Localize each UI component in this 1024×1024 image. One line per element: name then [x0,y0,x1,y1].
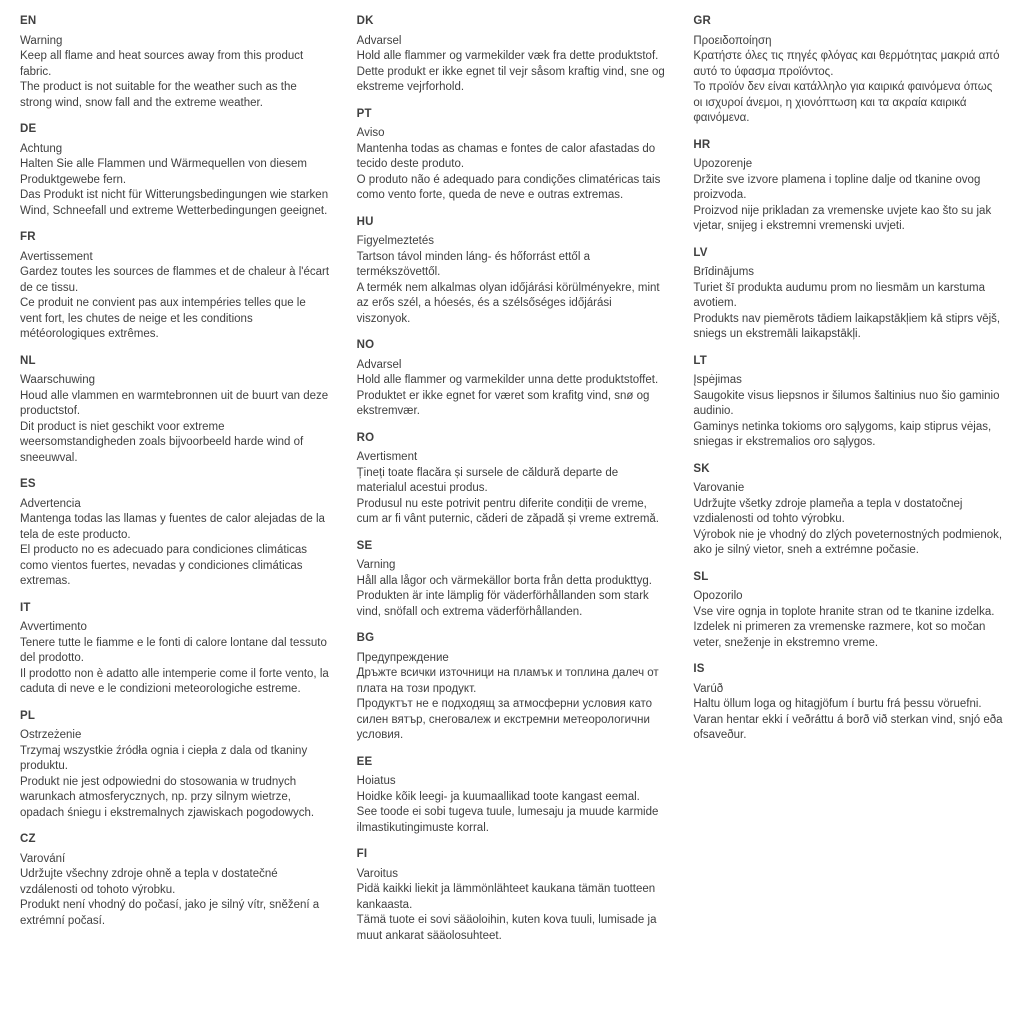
language-section-se [357,539,668,621]
warning-paragraph: Продуктът не е подходящ за атмосферни условия като силен вятър, снеговалеж и екстремни метеорологични условия. [356,698,653,741]
warning-paragraph: Izdelek ni primeren za vremenske razmere, kot so močan veter, sneženje in ekstremno vreme. [693,621,986,649]
warning-paragraph: Hold alle flammer og varmekilder unna dette produktstoffet. [356,374,659,386]
warning-paragraph: Vse vire ognja in toplote hranite stran od te tkanine izdelka. [693,605,995,618]
warning-title: Waarschuwing [20,374,95,386]
language-code: PL [20,709,36,722]
language-section-hu [357,215,668,328]
warning-paragraph: Pidä kaikki liekit ja lämmönlähteet kaukana tämän tuotteen kankaasta. [356,883,656,911]
warning-title: Avvertimento [20,621,87,633]
warning-title: Achtung [20,142,63,155]
warning-title: Предупреждение [356,651,449,664]
language-code: EE [356,755,373,768]
warning-paragraph: Produkt není vhodný do počasí, jako je silný vítr, sněžení a extrémní počasí. [20,899,320,927]
language-code: CZ [20,833,36,845]
warning-title: Upozorenje [693,158,753,170]
warning-title: Varúð [693,682,724,695]
language-code: ES [20,478,36,490]
column-1 [20,14,331,1004]
language-section-it [20,601,331,698]
language-section-sk [693,462,1004,559]
warning-paragraph: Produktet er ikke egnet for været som krafitg vind, snø og ekstremvær. [356,389,650,417]
warning-paragraph: Udržujte všetky zdroje plameňa a tepla v dostatočnej vzdialenosti od tohto výrobku. [693,497,963,525]
warning-paragraph: Håll alla lågor och värmekällor borta från detta produkttyg. [356,574,652,587]
warning-paragraph: El producto no es adecuado para condiciones climáticas como vientos fuertes, nevadas y condiciones climáticas extremas. [20,544,308,587]
language-section-lv [693,246,1004,343]
warning-title: Figyelmeztetés [356,235,434,247]
language-section-is [693,662,1004,744]
language-code: IS [693,663,705,675]
warning-title: Brīdinājums [693,266,755,278]
warning-title: Advarsel [356,358,402,371]
language-section-sl [693,570,1004,652]
warning-title: Advertencia [20,497,81,510]
language-section-en [20,14,331,111]
language-code: HU [356,215,374,228]
column-3 [693,14,1004,1004]
warning-title: Warning [20,34,63,47]
warning-paragraph: Mantenga todas las llamas y fuentes de calor alejadas de la tela de este producto. [20,513,325,541]
language-section-hr [693,138,1004,235]
warning-title: Įspėjimas [693,374,742,386]
language-code: FI [356,848,368,860]
warning-paragraph: Hold alle flammer og varmekilder væk fra dette produktstof. [356,50,659,62]
language-section-no [357,338,668,420]
warning-paragraph: O produto não é adequado para condições climatéricas tais como vento forte, queda de neve e outras extremas. [356,173,661,201]
warning-paragraph: Produkt nie jest odpowiedni do stosowania w trudnych warunkach atmosferycznych, np. przy silnym wietrze, opadach śniegu i ekstremalnych zjawiskach pogodowych. [20,775,315,819]
language-code: BG [356,632,375,644]
warning-paragraph: Tämä tuote ei sovi sääoloihin, kuten kova tuuli, lumisade ja muut ankarat sääolosuhteet. [356,914,657,942]
warning-paragraph: Saugokite visus liepsnos ir šilumos šaltinius nuo šio gaminio audinio. [693,389,1000,417]
language-code: IT [20,601,31,614]
warning-title: Aviso [356,127,385,139]
warning-title: Varovanie [693,482,745,494]
warning-paragraph: Trzymaj wszystkie źródła ognia i ciepła z dala od tkaniny produktu. [20,744,308,772]
language-section-dk [357,14,668,96]
warning-paragraph: Tartson távol minden láng- és hőforrást ettől a termékszövettől. [356,250,590,278]
warning-paragraph: Turiet šī produkta audumu prom no liesmām un karstuma avotiem. [693,281,986,309]
language-code: SK [693,462,710,475]
language-code: EN [20,15,37,27]
language-section-nl [20,354,331,467]
warning-paragraph: Mantenha todas as chamas e fontes de calor afastadas do tecido deste produto. [356,142,656,170]
warning-title: Hoiatus [356,775,396,787]
warning-title: Avertissement [20,250,93,263]
warning-paragraph: Produkten är inte lämplig för väderförhållanden som stark vind, snöfall och extrema väderförhållanden. [356,590,649,618]
warning-paragraph: See toode ei sobi tugeva tuule, lumesaju ja muude karmide ilmastikutingimuste korral. [356,806,659,834]
warning-paragraph: Das Produkt ist nicht für Witterungsbedingungen wie starken Wind, Schneefall und extreme Wetterbedingungen geeignet. [20,189,329,217]
warning-title: Προειδοποίηση [693,34,772,47]
warning-title: Varoitus [356,867,398,880]
warning-title: Varning [356,559,396,571]
language-section-fi [357,847,668,944]
warning-paragraph: Дръжте всички източници на пламък и топлина далеч от плата на този продукт. [356,667,659,695]
language-code: SE [356,539,373,552]
warning-paragraph: Hoidke kõik leegi- ja kuumaallikad toote kangast eemal. [356,790,640,803]
language-section-lt [693,354,1004,451]
warning-paragraph: Tenere tutte le fiamme e le fonti di calore lontane dal tessuto del prodotto. [20,636,327,664]
warning-paragraph: Halten Sie alle Flammen und Wärmequellen von diesem Produktgewebe fern. [20,158,308,186]
warning-title: Opozorilo [693,590,743,602]
language-section-ro [357,431,668,528]
language-code: DK [356,15,374,27]
language-code: FR [20,231,36,243]
language-code: NO [356,339,375,351]
language-code: NL [20,354,36,367]
language-code: PT [356,107,372,120]
language-section-fr [20,230,331,343]
warning-title: Ostrzeżenie [20,729,82,741]
warning-paragraph: Udržujte všechny zdroje ohně a tepla v dostatečné vzdálenosti od tohoto výrobku. [20,868,278,896]
warning-paragraph: Gardez toutes les sources de flammes et de chaleur à l'écart de ce tissu. [20,266,330,294]
warning-paragraph: Il prodotto non è adatto alle intemperie come il forte vento, la caduta di neve e le condizioni meteorologiche estreme. [20,667,329,695]
language-section-ee [357,755,668,837]
warning-paragraph: Dette produkt er ikke egnet til vejr såsom kraftig vind, sne og ekstreme vejrforhold. [356,65,665,93]
language-code: HR [693,138,711,151]
warning-paragraph: Dit product is niet geschikt voor extreme weersomstandigheden zoals bijvoorbeeld harde wind of sneeuwval. [20,420,304,464]
warning-paragraph: Produkts nav piemērots tādiem laikapstākļiem kā stiprs vējš, sniegs un ekstremāli laikapstākļi. [693,312,1001,340]
warning-paragraph: Výrobok nie je vhodný do zlých poveternostných podmienok, ako je silný vietor, sneh a extrémne počasie. [693,528,1003,556]
language-section-pl [20,709,331,822]
language-section-gr [693,14,1004,127]
column-2 [357,14,668,1004]
warning-paragraph: Houd alle vlammen en warmtebronnen uit de buurt van deze productstof. [20,389,329,417]
language-code: LV [693,246,708,259]
warning-title: Varování [20,852,66,865]
language-code: GR [693,15,711,27]
language-section-pt [357,107,668,204]
warning-paragraph: Κρατήστε όλες τις πηγές φλόγας και θερμότητας μακριά από αυτό το ύφασμα προϊόντος. [693,50,1000,78]
warning-paragraph: Proizvod nije prikladan za vremenske uvjete kao što su jak vjetar, snijeg i ekstremni vremenski uvjeti. [693,204,992,232]
warning-paragraph: The product is not suitable for the weather such as the strong wind, snow fall and the extreme weather. [20,81,297,109]
language-section-es [20,477,331,590]
language-section-cz [20,832,331,929]
language-code: SL [693,570,709,583]
warning-paragraph: Țineți toate flacăra și sursele de căldură departe de materialul acestui produs. [356,466,619,494]
language-code: LT [693,354,707,367]
warning-paragraph: Keep all flame and heat sources away from this product fabric. [20,50,304,78]
language-code: RO [356,431,375,444]
warning-title: Advarsel [356,34,402,47]
warning-title: Avertisment [356,451,418,463]
language-section-bg [357,631,668,744]
language-section-de [20,122,331,219]
warning-paragraph: Gaminys netinka tokioms oro sąlygoms, kaip stiprus vėjas, sniegas ir ekstremalios oro sąlygos. [693,420,992,448]
language-code: DE [20,123,37,135]
warning-paragraph: Haltu öllum loga og hitagjöfum í burtu frá þessu vöruefni. [693,698,982,710]
warning-paragraph: Ce produit ne convient pas aux intempéries telles que le vent fort, les chutes de neige et les conditions météorologiques extrêmes. [20,297,306,340]
warning-paragraph: Το προϊόν δεν είναι κατάλληλο για καιρικά φαινόμενα όπως οι ισχυροί άνεμοι, η χιονόπτωση και τα ακραία καιρικά φαινόμενα. [693,81,993,124]
warning-paragraph: Produsul nu este potrivit pentru diferite condiții de vreme, cum ar fi vânt puternic, căderi de zăpadă și vreme extremă. [356,497,659,525]
warning-paragraph: Varan hentar ekki í veðráttu á borð við sterkan vind, snjó eða ofsaveður. [693,713,1003,741]
warning-paragraph: Držite sve izvore plamena i topline dalje od tkanine ovog proizvoda. [693,173,981,201]
warning-paragraph: A termék nem alkalmas olyan időjárási körülményekre, mint az erős szél, a hóesés, és a szélsőséges időjárási viszonyok. [356,281,660,325]
